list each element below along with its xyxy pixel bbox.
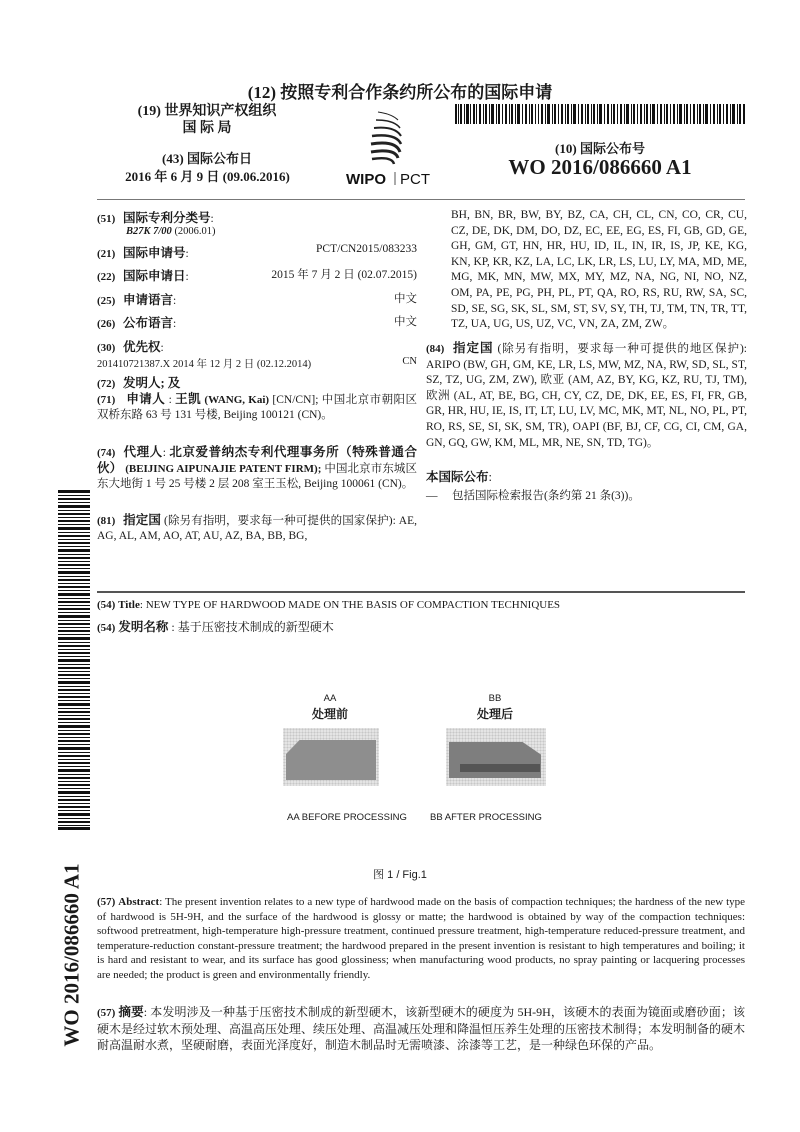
abstract-zh: (57) 摘要: 本发明涉及一种基于压密技术制成的新型硬木，该新型硬木的硬度为 5H-9H，该硬木的表面为镜面或磨砂面；该硬木是经过软木预处理、高温高压处理、续压处理、高温减压处理和降温恒压养生处理的压密技术制得；本发明制备的硬木耐高温耐水煮，坚硬耐磨，表面光泽度好，制造木制品时无需喷漆、涂漆等工艺，是一种绿色环保的产品。 <box>97 1005 746 1053</box>
issuing-organization <box>112 103 302 137</box>
applicant-name: 王凯 <box>175 392 202 406</box>
agent-name: 北京爱普纳杰专利代理事务所（特殊普通合伙） <box>97 445 417 475</box>
figure-left-code: AA <box>323 693 337 704</box>
org-name: (19) 世界知识产权组织 <box>137 104 277 119</box>
ipc-code: B27K 7/00 <box>126 226 172 237</box>
wipo-pct-logo <box>340 98 460 188</box>
figure-after-wood-block <box>449 742 541 778</box>
designated-states-continued: BH, BN, BR, BW, BY, BZ, CA, CH, CL, CN, CO, CR, CU, CZ, DE, DK, DM, DO, DZ, EC, EE, EG, ES, FI, GB, GD, GE, GH, GM, GT, HN, HR, HU, ID, IL, IN, IR, IS, JP, KE, KG, KN, KP, KR, KZ, LA, LC, LK, LR, LS, LU, LY, MA, MD, ME, MG, MK, MN, MW, MX, MY, MZ, NA, NG, NI, NO, NZ, OM, PA, PE, PG, PH, PL, PT, QA, RO, RS, RU, RW, SA, SC, SD, SE, SG, SK, SL, SM, ST, SV, SY, TH, TJ, TM, TN, TR, TT, TZ, UA, UG, US, UZ, VC, VN, ZA, ZM, ZW。 <box>451 209 747 331</box>
field-priority: (30) 优先权: 201410721387.X 2014 年 12 月 2 日 (02.12.2014) CN <box>97 340 417 370</box>
figure-right-caption: BB AFTER PROCESSING <box>430 812 542 823</box>
figure-left-caption: AA BEFORE PROCESSING <box>287 812 407 823</box>
barcode-side <box>58 490 90 830</box>
document-title: (12) 按照专利合作条约所公布的国际申请 <box>247 83 553 102</box>
header-divider <box>97 199 745 200</box>
app-no-value: PCT/CN2015/083233 <box>316 243 417 255</box>
org-bureau: 国 际 局 <box>182 121 232 136</box>
pub-number-value: WO 2016/086660 A1 <box>508 155 692 179</box>
field-ipc: (51) 国际专利分类号: B27K 7/00 (2006.01) <box>97 211 216 237</box>
pub-date-label: (43) 国际公布日 <box>162 151 252 166</box>
field-agent: (74) 代理人: 北京爱普纳杰专利代理事务所（特殊普通合伙） (BEIJING AIPUNAJIE PATENT FIRM); 中国北京市东城区东大地街 1 号 25 号楼 2 层 208 室王玉松, Beijing 100061 (CN)。 <box>97 445 418 490</box>
figure-after-wood-edge <box>460 764 540 772</box>
field-designated-regional: (84) 指定国 (除另有指明，要求每一种可提供的地区保护): ARIPO (BW, GH, GM, KE, LR, LS, MW, MZ, NA, RW, SD, SL, ST, SZ, TZ, UG, ZM, ZW), 欧亚 (AM, AZ, BY, KG, KZ, RU, TJ, TM), 欧洲 (AL, AT, BE, BG, CH, CY, CZ, DE, DK, EE, ES, FI, FR, GB, GR, HR, HU, IE, IS, IT, LT, LU, LV, MC, MK, MT, NL, NO, PL, PT, RO, RS, SE, SI, SK, SM, TR), OAPI (BF, BJ, CF, CG, CI, CM, GA, GN, GQ, GW, KM, ML, MR, NE, SN, TD, TG)。 <box>426 341 747 449</box>
field-app-date: (22) 国际申请日: 2015 年 7 月 2 日 (02.07.2015) <box>97 266 417 284</box>
title-zh: (54) 发明名称 : 基于压密技术制成的新型硬木 <box>97 620 334 634</box>
field-filing-language: (25) 申请语言: 中文 <box>97 293 417 307</box>
published-with: — 包括国际检索报告(条约第 21 条(3))。 <box>426 490 640 502</box>
field-pub-language: (26) 公布语言: 中文 <box>97 316 417 330</box>
wipo-globe-icon <box>340 98 460 188</box>
field-app-no: (21) 国际申请号: PCT/CN2015/083233 <box>97 243 417 260</box>
abstract-en: (57) Abstract: The present invention relates to a new type of hardwood made on the basis of compaction techniques; the hardness of the new type of hardwood is 5H-9H, and the surface of the hardwood is glossy or matte; the hardwood is obtained by way of the compaction techniques: softwood pretreatment, high-temperature high-pressure treatment, continued pressure treatment, high-temperature reduced-pressure treatment, and temperature-reduction constant-pressure treatment; the hardwood prepared in the present invention is resistant to high temperatures and boiling; it is hard and resistant to wear, and its surface has good glossiness; when manufacturing wood products, no spray painting or lacquering processes are needed; the product is green and environmentally friendly. <box>97 896 746 981</box>
figure-right-label: 处理后 <box>476 707 513 721</box>
priority-value: 201410721387.X 2014 年 12 月 2 日 (02.12.2014) <box>97 359 312 370</box>
figure-caption: 图 1 / Fig.1 <box>373 869 427 881</box>
pub-number-label: (10) 国际公布号 <box>555 141 645 156</box>
pub-date-value: 2016 年 6 月 9 日 (09.06.2016) <box>125 169 290 184</box>
priority-country: CN <box>402 356 417 367</box>
title-en: (54) Title: NEW TYPE OF HARDWOOD MADE ON THE BASIS OF COMPACTION TECHNIQUES <box>97 599 561 611</box>
barcode-top <box>455 104 745 124</box>
title-divider <box>97 591 745 593</box>
svg-text:PCT: PCT <box>400 171 430 188</box>
app-date-value: 2015 年 7 月 2 日 (02.07.2015) <box>271 269 417 281</box>
field-designated-national: (81) 指定国 (除另有指明，要求每一种可提供的国家保护): AE, AG, AL, AM, AO, AT, AU, AZ, BA, BB, BG, <box>97 513 417 542</box>
side-publication-number: WO 2016/086660 A1 <box>59 863 84 1047</box>
svg-text:WIPO: WIPO <box>346 171 386 188</box>
published-label: 本国际公布: <box>426 470 492 484</box>
field-inventor-applicant: (72) 发明人; 及 (71) 申请人 : 王凯 (WANG, Kai) [CN/CN]; 中国北京市朝阳区双桥东路 63 号 131 号楼, Beijing 100121 (CN)。 <box>97 376 418 421</box>
figure-left-label: 处理前 <box>311 707 348 721</box>
figure-right-code: BB <box>488 693 502 704</box>
figure-before-wood-block <box>286 740 376 780</box>
